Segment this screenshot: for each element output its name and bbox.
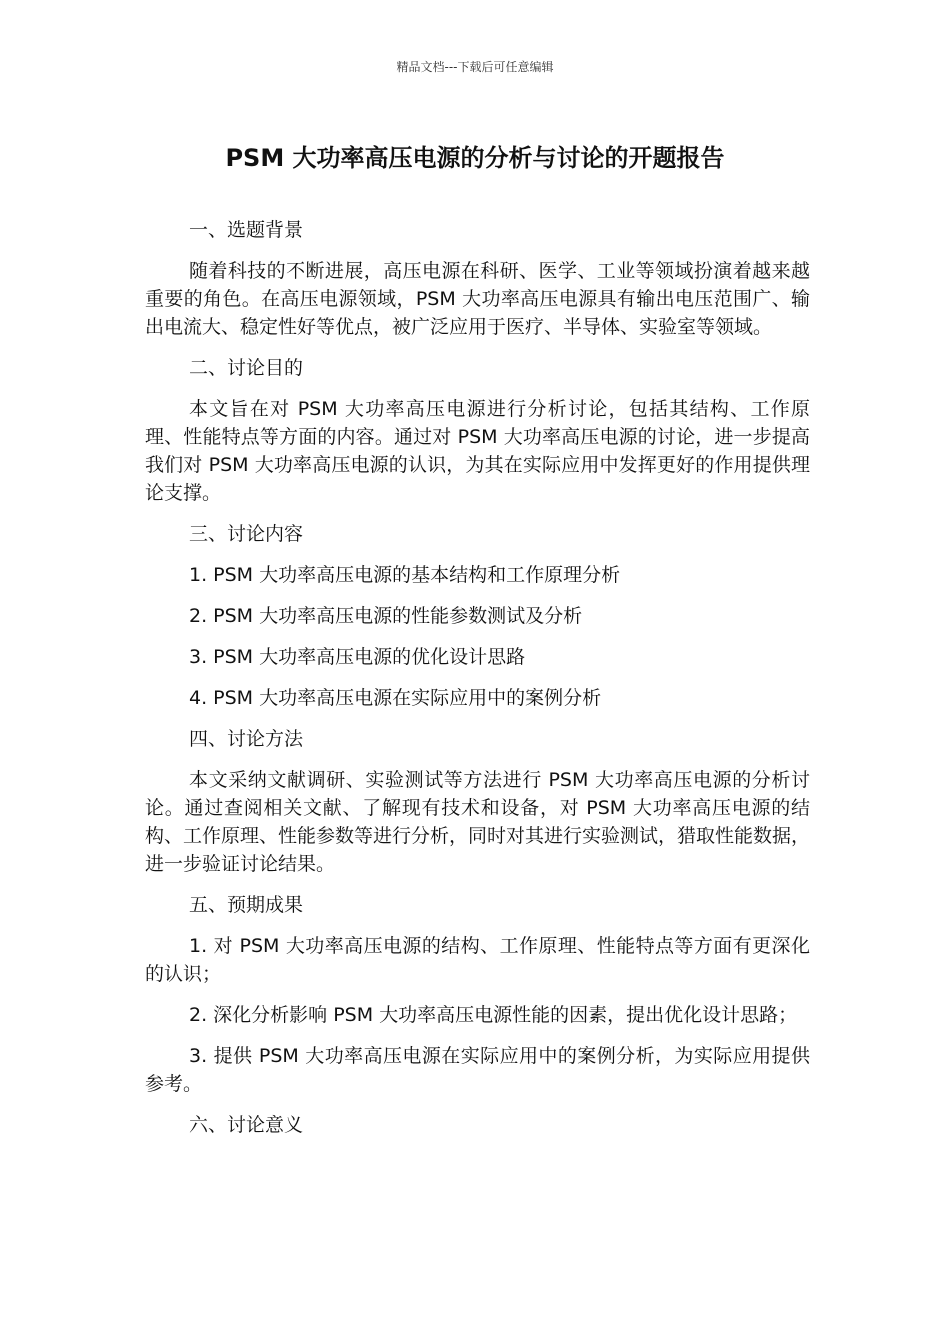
list-item-content-2: 2. PSM 大功率高压电源的性能参数测试及分析	[189, 605, 583, 627]
list-item-content-1: 1. PSM 大功率高压电源的基本结构和工作原理分析	[189, 564, 621, 586]
header-note: 精品文档---下载后可任意编辑	[396, 60, 554, 74]
list-item-result-3: 3. 提供 PSM 大功率高压电源在实际应用中的案例分析，为实际应用提供参考。	[145, 1045, 810, 1095]
section-heading-purpose: 二、讨论目的	[189, 357, 304, 379]
section-heading-background: 一、选题背景	[189, 219, 304, 241]
paragraph-background: 随着科技的不断进展，高压电源在科研、医学、工业等领域扮演着越来越重要的角色。在高压电源领域，PSM 大功率高压电源具有输出电压范围广、输出电流大、稳定性好等优点，被广泛应用于医疗、半导体、实验室等领域。	[145, 260, 810, 338]
document-title: PSM 大功率高压电源的分析与讨论的开题报告	[225, 144, 725, 172]
section-heading-results: 五、预期成果	[189, 894, 304, 916]
document-body	[145, 216, 810, 1152]
list-item-content-4: 4. PSM 大功率高压电源在实际应用中的案例分析	[189, 687, 602, 709]
list-item-result-1: 1. 对 PSM 大功率高压电源的结构、工作原理、性能特点等方面有更深化的认识；	[145, 935, 810, 985]
list-item-result-2: 2. 深化分析影响 PSM 大功率高压电源性能的因素，提出优化设计思路；	[189, 1004, 798, 1026]
paragraph-method: 本文采纳文献调研、实验测试等方法进行 PSM 大功率高压电源的分析讨论。通过查阅相关文献、了解现有技术和设备，对 PSM 大功率高压电源的结构、工作原理、性能参数等进行分析，同时对其进行实验测试，猎取性能数据，进一步验证讨论结果。	[145, 769, 811, 875]
paragraph-purpose: 本文旨在对 PSM 大功率高压电源进行分析讨论，包括其结构、工作原理、性能特点等方面的内容。通过对 PSM 大功率高压电源的讨论，进一步提高我们对 PSM 大功率高压电源的认识，为其在实际应用中发挥更好的作用提供理论支撑。	[145, 398, 810, 504]
section-heading-content: 三、讨论内容	[189, 523, 304, 545]
section-heading-method: 四、讨论方法	[189, 728, 304, 750]
section-heading-significance: 六、讨论意义	[189, 1114, 304, 1136]
list-item-content-3: 3. PSM 大功率高压电源的优化设计思路	[189, 646, 526, 668]
